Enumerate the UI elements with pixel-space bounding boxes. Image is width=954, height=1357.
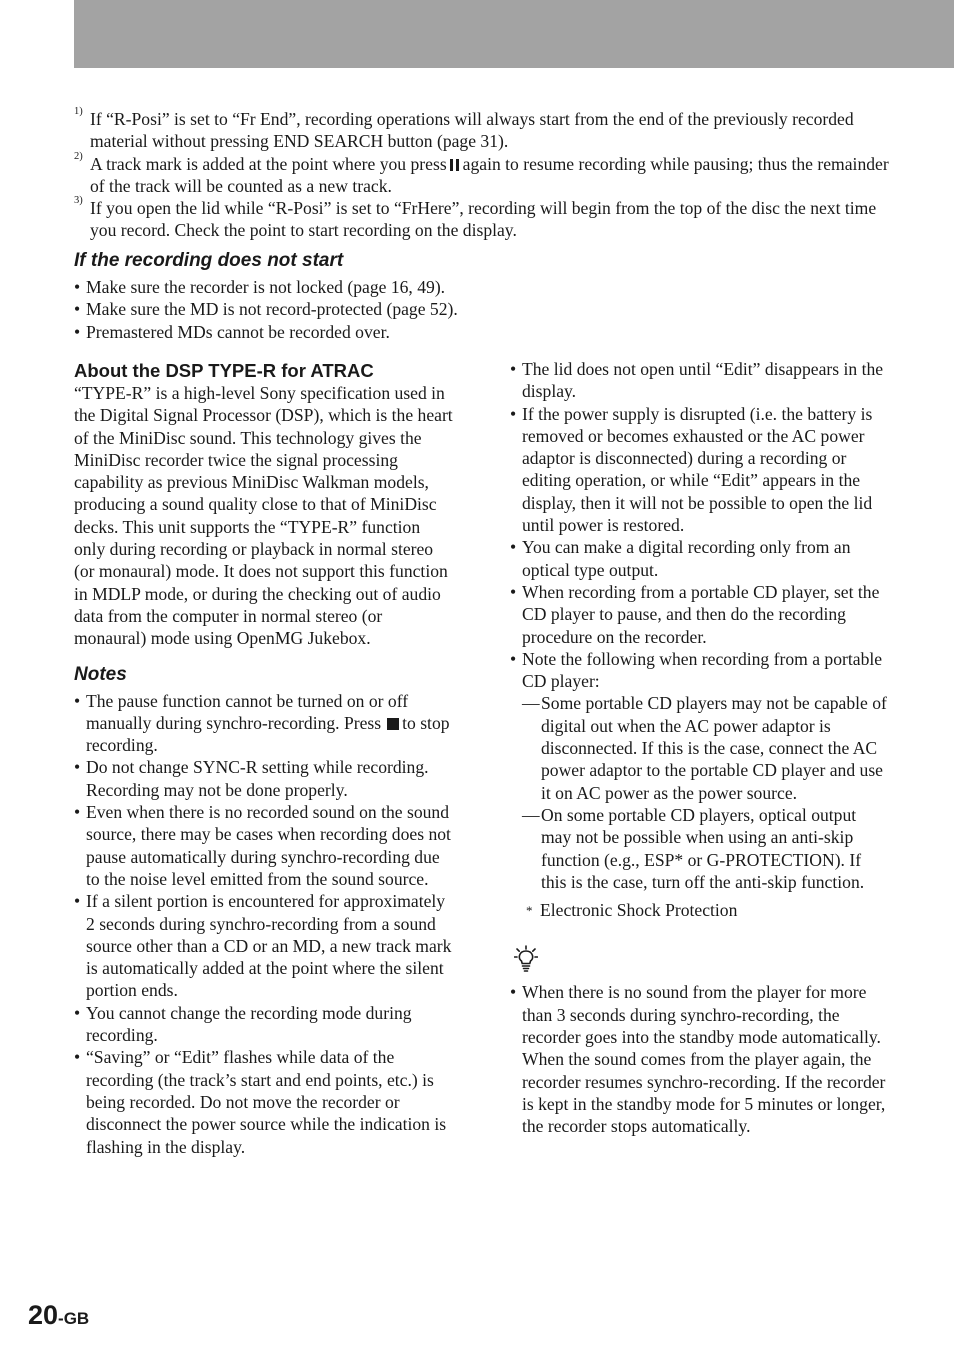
asterisk-note [510, 899, 890, 921]
page-number-value: 20 [28, 1300, 59, 1330]
list-item: • You cannot change the recording mode during recording. [74, 1002, 454, 1047]
stop-icon [387, 718, 399, 730]
footnote-number: 1) [74, 106, 83, 117]
page-number-suffix: -GB [58, 1309, 90, 1328]
footnote-text: If “R-Posi” is set to “Fr End”, recording operations will always start from the end of the previously recorded material without pressing END SEARCH button (page 31). [90, 109, 854, 152]
hint-list [510, 981, 890, 1137]
list-item: • Make sure the MD is not record-protected (page 52). [74, 298, 894, 320]
notes-list [74, 690, 454, 1158]
list-item: • “Saving” or “Edit” flashes while data of the recording (the track’s start and end points, etc.) is being recorded. Do not move the recorder or disconnect the power source while the indication is flashing in the display. [74, 1046, 454, 1157]
page-number [28, 1300, 89, 1331]
list-item: • Make sure the recorder is not locked (page 16, 49). [74, 276, 894, 298]
right-column [510, 358, 890, 1138]
cd-note-intro: • Note the following when recording from a portable CD player: [522, 648, 883, 692]
list-item [510, 648, 890, 893]
footnote-text-before: A track mark is added at the point where you press [90, 153, 447, 174]
footnote-3 [74, 197, 894, 242]
list-item: • If the power supply is disrupted (i.e. the battery is removed or becomes exhausted or the AC power adaptor is disconnected) during a recording or editing operation, or while “Edit” appears in the display, then it will not be possible to open the lid until power is restored. [510, 403, 890, 537]
dash-text: On some portable CD players, optical output may not be possible when using an anti-skip function (e.g., ESP* or G-PROTECTION). If this is the case, turn off the anti-skip function. [541, 804, 865, 892]
footnote-number: 3) [74, 195, 83, 207]
bullet-list [74, 276, 894, 343]
list-item: • Even when there is no recorded sound on the sound source, there may be cases when recording does not pause automatically during synchro-recording due to the noise level emitted from the sound source. [74, 801, 454, 890]
dash-item [522, 804, 890, 893]
asterisk-text: Electronic Shock Protection [540, 900, 738, 921]
recording-not-start-section [74, 250, 894, 343]
list-item: • The lid does not open until “Edit” disappears in the display. [510, 358, 890, 403]
footnote-1 [74, 108, 894, 153]
list-item: • If a silent portion is encountered for approximately 2 seconds during synchro-recording from a sound source other than a CD or an MD, a new track mark is automatically added at the point where the silent portion ends. [74, 890, 454, 1001]
lightbulb-icon [514, 945, 538, 973]
section-heading: If the recording does not start [74, 250, 344, 271]
list-item: • You can make a digital recording only from an optical type output. [510, 536, 890, 581]
right-list [510, 358, 890, 893]
list-item [74, 690, 454, 757]
note-text-after: to stop recording. [86, 712, 450, 756]
dash-item [522, 692, 890, 803]
footnote-text-after: again to resume recording while pausing; thus the remainder of the track will be counted as a new track. [90, 153, 889, 196]
list-item: • Premastered MDs cannot be recorded over. [74, 321, 894, 343]
header-band [74, 0, 954, 68]
list-item: • Do not change SYNC-R setting while recording. Recording may not be done properly. [74, 756, 454, 801]
footnote-number: 2) [74, 150, 83, 162]
dash-text: Some portable CD players may not be capable of digital out when the AC power adaptor is disconnected. If this is the case, connect the AC power adaptor to the portable CD player and use it on AC power as the power source. [541, 693, 887, 803]
dash-mark: — [522, 804, 540, 825]
list-item: • When there is no sound from the player for more than 3 seconds during synchro-recording, the recorder goes into the standby mode automatically. When the sound comes from the player again, the recorder resumes synchro-recording. If the recorder is kept in the standby mode for 5 minutes or longer, the recorder stops automatically. [510, 981, 890, 1137]
dsp-body: “TYPE-R” is a high-level Sony specification used in the Digital Signal Processor (DSP), which is the heart of the MiniDisc sound. This technology gives the MiniDisc recorder twice the signal processing capability as previous MiniDisc Walkman models, producing a sound quality close to that of MiniDisc decks. This unit supports the “TYPE-R” function only during recording or playback in normal stereo (or monaural) mode. It does not support this function in MDLP mode, or during the checking out of audio data from the computer in normal stereo (or monaural) mode using OpenMG Jukebox. [74, 383, 453, 649]
notes-heading: Notes [74, 663, 127, 685]
footnote-2 [74, 150, 894, 198]
dsp-heading: About the DSP TYPE-R for ATRAC [74, 360, 374, 381]
list-item: • When recording from a portable CD player, set the CD player to pause, and then do the recording procedure on the recorder. [510, 581, 890, 648]
asterisk-mark: * [526, 903, 533, 919]
note-text-before: The pause function cannot be turned on or off manually during synchro-recording. Press [86, 690, 409, 733]
pause-icon [450, 159, 460, 171]
footnote-text: If you open the lid while “R-Posi” is set to “FrHere”, recording will begin from the top of the disc the next time you record. Check the point to start recording on the display. [90, 198, 877, 241]
left-column [74, 360, 454, 1158]
footnotes [74, 108, 894, 242]
dash-mark: — [522, 693, 540, 714]
